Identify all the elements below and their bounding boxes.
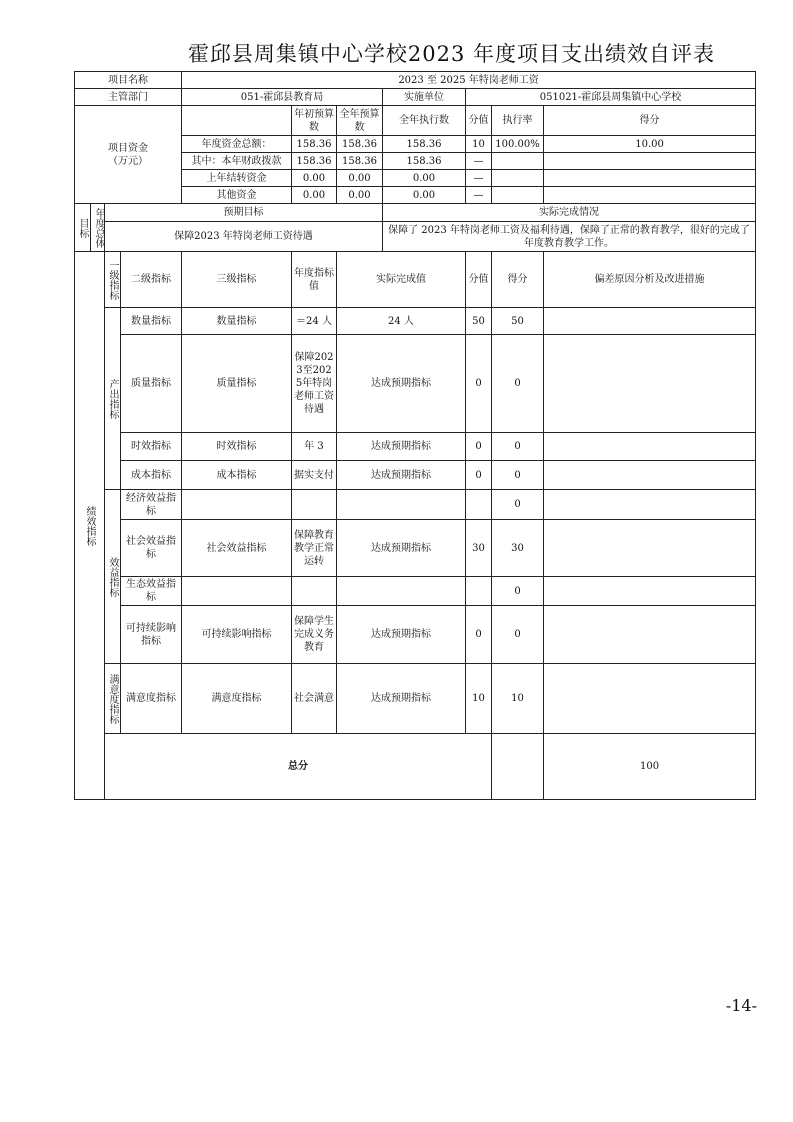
funds-row-rate: 100.00%	[492, 136, 544, 153]
level3-cell: 质量指标	[182, 335, 292, 433]
expected-goal-text: 保障2023 年特岗老师工资待遇	[105, 222, 383, 252]
actual-cell: 达成预期指标	[337, 461, 466, 490]
impl-value: 051021-霍邱县周集镇中心学校	[466, 89, 756, 106]
header-level2: 二级指标	[121, 252, 182, 308]
funds-row-score-value: —	[466, 187, 492, 204]
level2-cell: 数量指标	[121, 308, 182, 335]
actual-completion-text: 保障了 2023 年特岗老师工资及福利待遇，保障了正常的教育教学，很好的完成了年度教育教学工作。	[383, 222, 756, 252]
funds-row-full: 158.36	[337, 153, 383, 170]
target-cell	[292, 490, 337, 520]
funds-row-full: 158.36	[337, 136, 383, 153]
funds-header-exec: 全年执行数	[383, 106, 466, 136]
funds-row-exec: 0.00	[383, 187, 466, 204]
actual-cell	[337, 490, 466, 520]
funds-row-init: 0.00	[292, 170, 337, 187]
funds-header-score-value: 分值	[466, 106, 492, 136]
header-score: 得分	[492, 252, 544, 308]
self-evaluation-table	[74, 71, 756, 800]
level3-cell: 时效指标	[182, 433, 292, 461]
header-score-value: 分值	[466, 252, 492, 308]
funds-row-exec: 158.36	[383, 136, 466, 153]
target-cell: 保障教育教学正常运转	[292, 520, 337, 577]
actual-completion-label: 实际完成情况	[383, 204, 756, 222]
funds-header-init: 年初预算数	[292, 106, 337, 136]
level1-benefit: 效益指标	[105, 490, 121, 664]
analysis-cell	[544, 606, 756, 664]
score-cell: 30	[492, 520, 544, 577]
level2-cell: 时效指标	[121, 433, 182, 461]
score-value-cell	[466, 577, 492, 606]
impl-label: 实施单位	[383, 89, 466, 106]
dept-label: 主管部门	[75, 89, 182, 106]
actual-cell: 达成预期指标	[337, 664, 466, 734]
funds-row-name: 上年结转资金	[182, 170, 292, 187]
target-cell: 保障2023至2025年特岗老师工资待遇	[292, 335, 337, 433]
analysis-cell	[544, 433, 756, 461]
goals-col2: 年度总体	[91, 204, 105, 252]
analysis-cell	[544, 520, 756, 577]
analysis-cell	[544, 335, 756, 433]
level3-cell: 满意度指标	[182, 664, 292, 734]
target-cell	[292, 577, 337, 606]
target-cell: 据实支付	[292, 461, 337, 490]
header-actual: 实际完成值	[337, 252, 466, 308]
level3-cell: 数量指标	[182, 308, 292, 335]
score-cell: 0	[492, 433, 544, 461]
target-cell: 年 3	[292, 433, 337, 461]
funds-row-score	[544, 187, 756, 204]
funds-header-score: 得分	[544, 106, 756, 136]
project-name-value: 2023 至 2025 年特岗老师工资	[182, 72, 756, 89]
target-cell: 保障学生完成义务教育	[292, 606, 337, 664]
target-cell: 社会满意	[292, 664, 337, 734]
analysis-cell	[544, 308, 756, 335]
actual-cell: 达成预期指标	[337, 335, 466, 433]
score-cell: 0	[492, 606, 544, 664]
score-value-cell: 10	[466, 664, 492, 734]
score-cell: 0	[492, 335, 544, 433]
level3-cell	[182, 490, 292, 520]
funds-row-score	[544, 170, 756, 187]
level1-satisfaction: 满意度指标	[105, 664, 121, 734]
score-cell: 50	[492, 308, 544, 335]
analysis-cell	[544, 577, 756, 606]
level3-cell: 可持续影响指标	[182, 606, 292, 664]
level2-cell: 满意度指标	[121, 664, 182, 734]
analysis-cell	[544, 664, 756, 734]
indicators-side-label: 绩效指标	[75, 252, 105, 800]
score-value-cell: 0	[466, 461, 492, 490]
actual-cell	[337, 577, 466, 606]
header-analysis: 偏差原因分析及改进措施	[544, 252, 756, 308]
funds-row-exec: 0.00	[383, 170, 466, 187]
score-cell: 10	[492, 664, 544, 734]
funds-row-score-value: —	[466, 170, 492, 187]
analysis-cell	[544, 490, 756, 520]
level2-cell: 生态效益指标	[121, 577, 182, 606]
funds-row-init: 158.36	[292, 153, 337, 170]
level3-cell: 社会效益指标	[182, 520, 292, 577]
funds-row-score: 10.00	[544, 136, 756, 153]
score-value-cell: 0	[466, 433, 492, 461]
total-blank	[492, 734, 544, 800]
funds-row-score	[544, 153, 756, 170]
level3-cell	[182, 577, 292, 606]
header-target: 年度指标值	[292, 252, 337, 308]
analysis-cell	[544, 461, 756, 490]
funds-row-exec: 158.36	[383, 153, 466, 170]
score-value-cell	[466, 490, 492, 520]
total-label: 总分	[105, 734, 492, 800]
funds-header-rate: 执行率	[492, 106, 544, 136]
page-number: -14-	[725, 996, 757, 1015]
score-value-cell: 30	[466, 520, 492, 577]
funds-row-name: 其中：本年财政拨款	[182, 153, 292, 170]
funds-row-full: 0.00	[337, 187, 383, 204]
level2-cell: 社会效益指标	[121, 520, 182, 577]
funds-row-name: 年度资金总额：	[182, 136, 292, 153]
score-cell: 0	[492, 461, 544, 490]
dept-value: 051-霍邱县教育局	[182, 89, 383, 106]
score-cell: 0	[492, 577, 544, 606]
funds-row-init: 158.36	[292, 136, 337, 153]
level3-cell: 成本指标	[182, 461, 292, 490]
funds-row-score-value: 10	[466, 136, 492, 153]
funds-header-blank	[182, 106, 292, 136]
total-score-value: 100	[544, 734, 756, 800]
goals-col1: 目标	[75, 204, 91, 252]
actual-cell: 达成预期指标	[337, 606, 466, 664]
level1-output: 产出指标	[105, 308, 121, 490]
funds-row-init: 0.00	[292, 187, 337, 204]
score-value-cell: 0	[466, 606, 492, 664]
score-cell: 0	[492, 490, 544, 520]
actual-cell: 达成预期指标	[337, 433, 466, 461]
page-title: 霍邱县周集镇中心学校2023 年度项目支出绩效自评表	[187, 42, 716, 66]
funds-label: 项目资金 （万元）	[75, 106, 182, 204]
score-value-cell: 0	[466, 335, 492, 433]
header-level1: 一级指标	[105, 252, 121, 308]
funds-header-full: 全年预算数	[337, 106, 383, 136]
project-name-label: 项目名称	[75, 72, 182, 89]
funds-row-score-value: —	[466, 153, 492, 170]
level2-cell: 可持续影响指标	[121, 606, 182, 664]
funds-row-rate	[492, 187, 544, 204]
actual-cell: 24 人	[337, 308, 466, 335]
level2-cell: 成本指标	[121, 461, 182, 490]
funds-row-rate	[492, 153, 544, 170]
level2-cell: 质量指标	[121, 335, 182, 433]
funds-row-name: 其他资金	[182, 187, 292, 204]
funds-row-full: 0.00	[337, 170, 383, 187]
funds-row-rate	[492, 170, 544, 187]
score-value-cell: 50	[466, 308, 492, 335]
level2-cell: 经济效益指标	[121, 490, 182, 520]
actual-cell: 达成预期指标	[337, 520, 466, 577]
target-cell: ＝24 人	[292, 308, 337, 335]
expected-goal-label: 预期目标	[105, 204, 383, 222]
header-level3: 三级指标	[182, 252, 292, 308]
